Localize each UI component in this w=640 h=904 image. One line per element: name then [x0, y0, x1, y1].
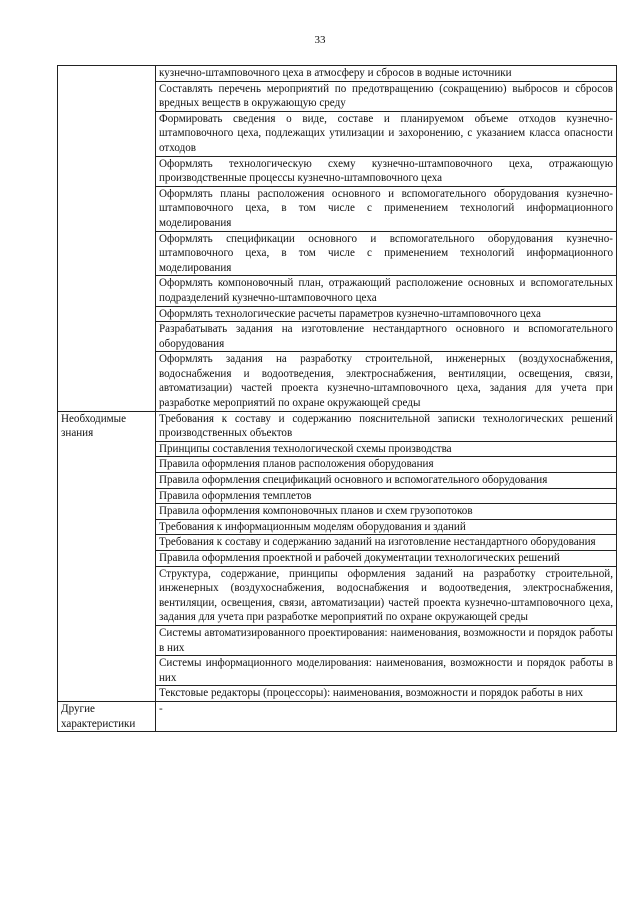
table-row	[58, 66, 617, 82]
other-label: Другие характеристики	[58, 701, 156, 731]
other-value: -	[156, 701, 617, 731]
table-cell: Оформлять задания на разработку строительной, инженерных (воздухоснабжения, водоснабжения и водоотведения, электроснабжения, вентиляции, освещения, связи, автоматизации) частей проекта кузнечно-штамповочного цеха, задания для учета при разработке мероприятий по охране окружающей среды	[156, 352, 617, 411]
table-cell: Правила оформления проектной и рабочей документации технологических решений	[156, 551, 617, 567]
table-cell: Разрабатывать задания на изготовление нестандартного основного и вспомогательного оборудования	[156, 322, 617, 352]
table-cell: Оформлять технологическую схему кузнечно-штамповочного цеха, отражающую производственные процессы кузнечно-штамповочного цеха	[156, 156, 617, 186]
table-cell: Требования к составу и содержанию заданий на изготовление нестандартного оборудования	[156, 535, 617, 551]
table-cell: Формировать сведения о виде, составе и планируемом объеме отходов кузнечно-штамповочного цеха, подлежащих утилизации и захоронению, с указанием класса опасности отходов	[156, 111, 617, 156]
table-cell: кузнечно-штамповочного цеха в атмосферу и сбросов в водные источники	[156, 66, 617, 82]
table-cell: Оформлять технологические расчеты параметров кузнечно-штамповочного цеха	[156, 306, 617, 322]
table-cell: Принципы составления технологической схемы производства	[156, 441, 617, 457]
table-cell: Составлять перечень мероприятий по предотвращению (сокращению) выбросов и сбросов вредных веществ в окружающую среду	[156, 81, 617, 111]
table-cell: Требования к составу и содержанию пояснительной записки технологических решений производственных объектов	[156, 411, 617, 441]
table-cell: Требования к информационным моделям оборудования и зданий	[156, 519, 617, 535]
table-cell: Системы информационного моделирования: наименования, возможности и порядок работы в них	[156, 656, 617, 686]
table-cell: Оформлять компоновочный план, отражающий расположение основных и вспомогательных подразделений кузнечно-штамповочного цеха	[156, 276, 617, 306]
table-row	[58, 701, 617, 731]
table-cell: Правила оформления планов расположения оборудования	[156, 457, 617, 473]
page-number: 33	[314, 34, 326, 46]
table-cell: Правила оформления спецификаций основного и вспомогательного оборудования	[156, 473, 617, 489]
table-cell: Текстовые редакторы (процессоры): наименования, возможности и порядок работы в них	[156, 686, 617, 702]
table-cell: Оформлять планы расположения основного и вспомогательного оборудования кузнечно-штамповочного цеха, в том числе с применением технологий информационного моделирования	[156, 186, 617, 231]
actions-label-cell	[58, 66, 156, 412]
table-cell: Системы автоматизированного проектирования: наименования, возможности и порядок работы в них	[156, 625, 617, 655]
table-cell: Правила оформления темплетов	[156, 488, 617, 504]
table-row	[58, 411, 617, 441]
knowledge-label: Необходимые знания	[58, 411, 156, 701]
table-cell: Правила оформления компоновочных планов и схем грузопотоков	[156, 504, 617, 520]
table-cell: Структура, содержание, принципы оформления заданий на разработку строительной, инженерных (воздухоснабжения, водоснабжения и водоотведения, электроснабжения, вентиляции, освещения, связи, автоматизации) частей проекта кузнечно-штамповочного цеха, задания для учета при разработке мероприятий по охране окружающей среды	[156, 566, 617, 625]
requirements-table	[57, 65, 617, 732]
table-cell: Оформлять спецификации основного и вспомогательного оборудования кузнечно-штамповочного цеха, в том числе с применением технологий информационного моделирования	[156, 231, 617, 276]
